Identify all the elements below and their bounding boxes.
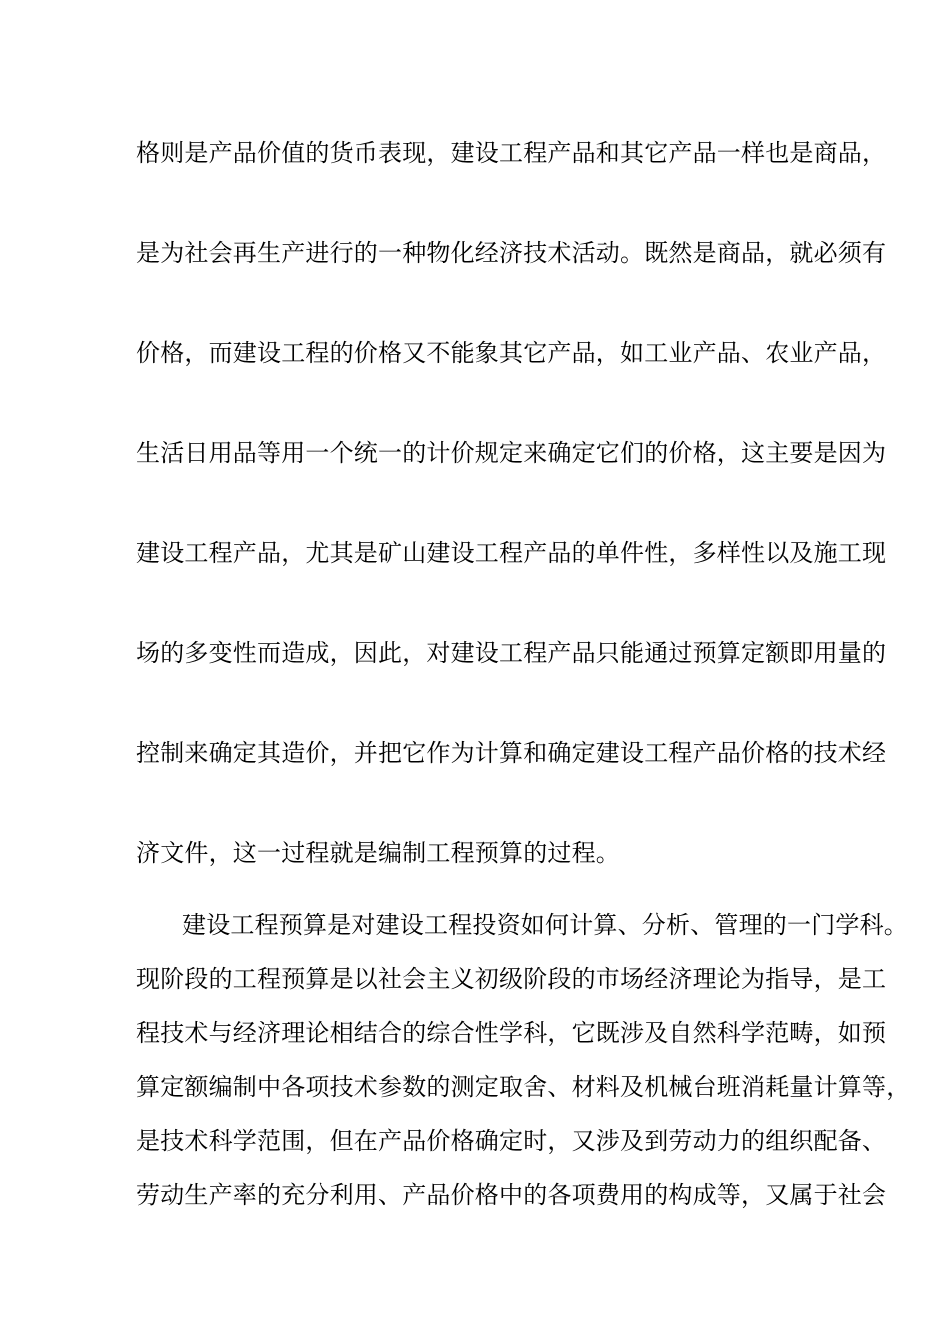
paragraph-2-line-2: 现阶段的工程预算是以社会主义初级阶段的市场经济理论为指导，是工 <box>136 965 887 993</box>
paragraph-2-line-5: 是技术科学范围，但在产品价格确定时，又涉及到劳动力的组织配备、 <box>136 1127 887 1155</box>
paragraph-1-line-7: 控制来确定其造价，并把它作为计算和确定建设工程产品价格的技术经 <box>136 739 887 767</box>
paragraph-2-line-3: 程技术与经济理论相结合的综合性学科，它既涉及自然科学范畴，如预 <box>136 1019 887 1047</box>
paragraph-1-line-4: 生活日用品等用一个统一的计价规定来确定它们的价格，这主要是因为 <box>136 439 887 467</box>
paragraph-1-line-8: 济文件，这一过程就是编制工程预算的过程。 <box>136 839 620 867</box>
paragraph-1-line-2: 是为社会再生产进行的一种物化经济技术活动。既然是商品，就必须有 <box>136 239 887 267</box>
paragraph-1-line-5: 建设工程产品，尤其是矿山建设工程产品的单件性，多样性以及施工现 <box>136 539 887 567</box>
paragraph-2-line-1: 建设工程预算是对建设工程投资如何计算、分析、管理的一门学科。 <box>182 911 908 939</box>
paragraph-1-line-3: 价格，而建设工程的价格又不能象其它产品，如工业产品、农业产品， <box>136 339 887 367</box>
paragraph-1-line-1: 格则是产品价值的货币表现，建设工程产品和其它产品一样也是商品， <box>136 139 887 167</box>
paragraph-1-line-6: 场的多变性而造成，因此，对建设工程产品只能通过预算定额即用量的 <box>136 639 887 667</box>
paragraph-2-line-6: 劳动生产率的充分利用、产品价格中的各项费用的构成等，又属于社会 <box>136 1181 887 1209</box>
paragraph-2-line-4: 算定额编制中各项技术参数的测定取舍、材料及机械台班消耗量计算等， <box>136 1073 911 1101</box>
